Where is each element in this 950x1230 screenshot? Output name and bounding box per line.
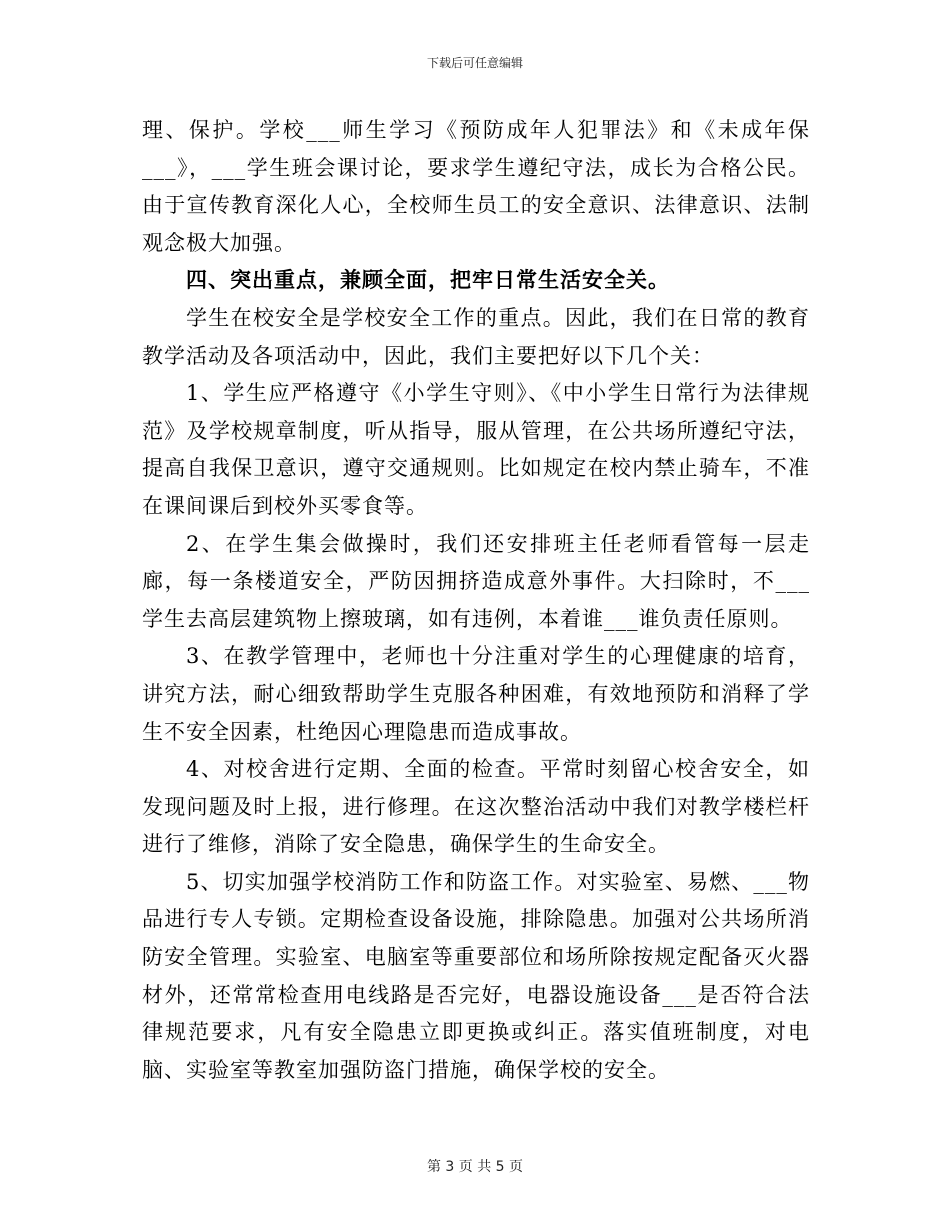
paragraph-item-4: 4、对校舍进行定期、全面的检查。平常时刻留心校舍安全，如发现问题及时上报，进行修理。在这次整治活动中我们对教学楼栏杆进行了维修，消除了安全隐患，确保学生的生命安全。 (142, 757, 810, 857)
paragraph-intro: 学生在校安全是学校安全工作的重点。因此，我们在日常的教育教学活动及各项活动中，因此，我们主要把好以下几个关： (142, 305, 810, 368)
page-header-note: 下载后可任意编辑 (426, 56, 523, 70)
paragraph-item-2: 2、在学生集会做操时，我们还安排班主任老师看管每一层走廊，每一条楼道安全，严防因拥挤造成意外事件。大扫除时，不___学生去高层建筑物上擦玻璃，如有违例，本着谁___谁负责任原则。 (142, 531, 810, 631)
paragraph-item-5: 5、切实加强学校消防工作和防盗工作。对实验室、易燃、___物品进行专人专锁。定期检查设备设施，排除隐患。加强对公共场所消防安全管理。实验室、电脑室等重要部位和场所除按规定配备灭火器材外，还常常检查用电线路是否完好，电器设施设备___是否符合法律规范要求，凡有安全隐患立即更换或纠正。落实值班制度，对电脑、实验室等教室加强防盗门措施，确保学校的安全。 (142, 869, 810, 1082)
document-body (142, 112, 810, 1089)
paragraph-continuation: 理、保护。学校___师生学习《预防成年人犯罪法》和《未成年保___》，___学生班会课讨论，要求学生遵纪守法，成长为合格公民。由于宣传教育深化人心，全校师生员工的安全意识、法律意识、法制观念极大加强。 (142, 118, 810, 255)
section-heading: 四、突出重点，兼顾全面，把牢日常生活安全关。 (186, 268, 670, 293)
paragraph-item-3: 3、在教学管理中，老师也十分注重对学生的心理健康的培育，讲究方法，耐心细致帮助学生克服各种困难，有效地预防和消释了学生不安全因素，杜绝因心理隐患而造成事故。 (142, 644, 810, 744)
page-number: 第 3 页 共 5 页 (426, 1159, 524, 1175)
paragraph-item-1: 1、学生应严格遵守《小学生守则》、《中小学生日常行为法律规范》及学校规章制度，听从指导，服从管理，在公共场所遵纪守法，提高自我保卫意识，遵守交通规则。比如规定在校内禁止骑车，不准在课间课后到校外买零食等。 (142, 381, 810, 518)
